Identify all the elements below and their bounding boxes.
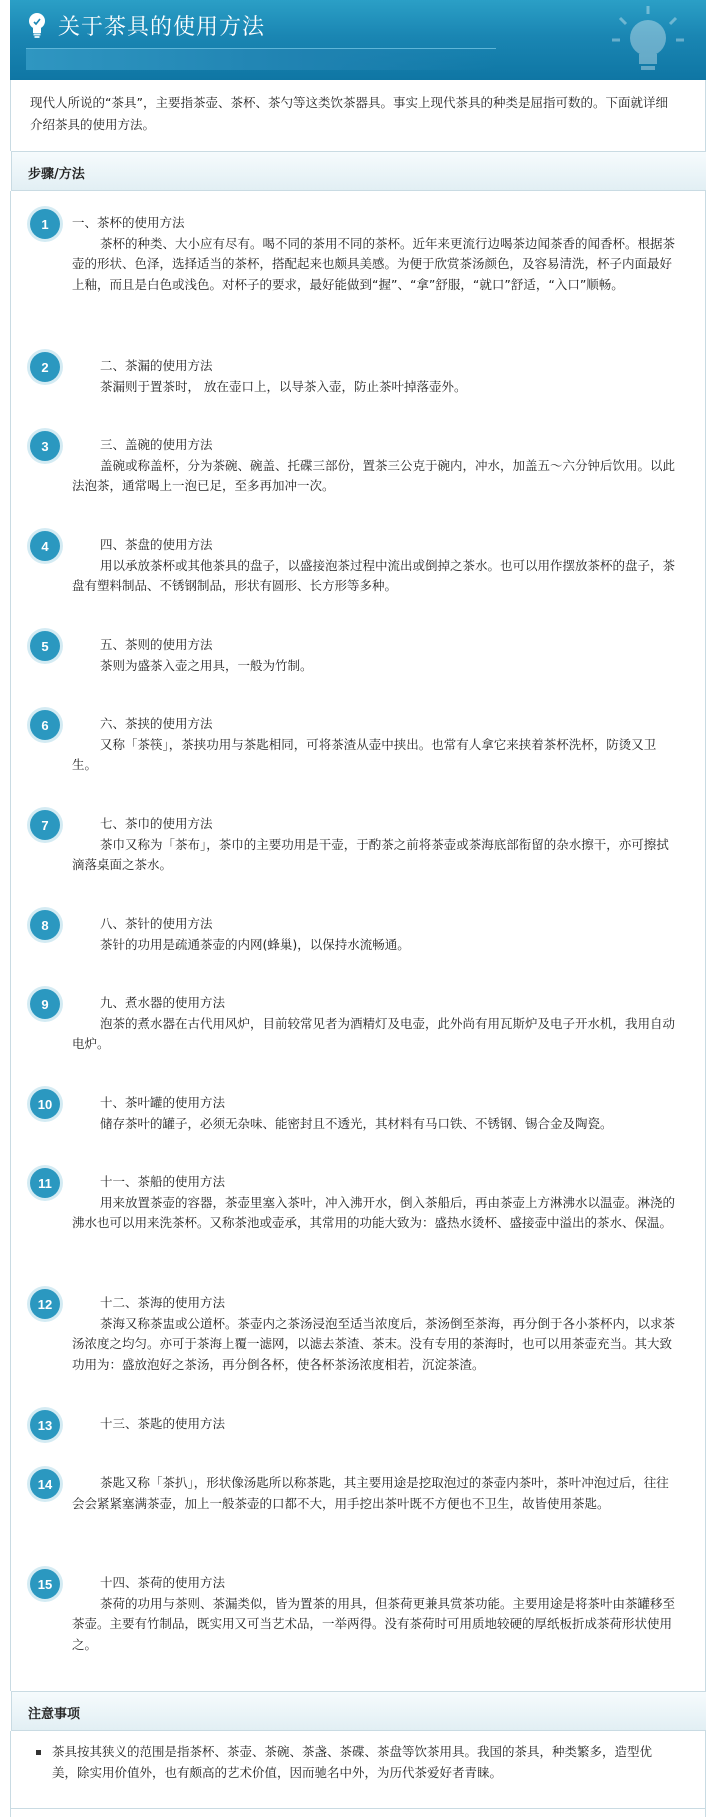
step-heading: 六、茶挟的使用方法 bbox=[100, 716, 213, 731]
step-heading: 七、茶巾的使用方法 bbox=[100, 816, 213, 831]
step-body: 茶杯的种类、大小应有尽有。喝不同的茶用不同的茶杯。近年来更流行边喝茶边闻茶香的闻香杯。根据茶壶的形状、色泽，选择适当的茶杯，搭配起来也颇具美感。为便于欣赏茶汤颜色，及容易清洗，杯子内面最好上釉，而且是白色或浅色。对杯子的要求，最好能做到“握”、“拿”舒服，“就口”舒适，“入口”顺畅。 bbox=[72, 235, 676, 292]
step-body: 茶巾又称为「茶布」，茶巾的主要功用是干壶，于酌茶之前将茶壶或茶海底部衔留的杂水擦干，亦可擦拭滴落桌面之茶水。 bbox=[72, 836, 669, 872]
step-body: 又称「茶筷」，茶挟功用与茶匙相同，可将茶渣从壶中挟出。也常有人拿它来挟着茶杯洗杯，防烫又卫生。 bbox=[72, 736, 657, 772]
step-body: 茶海又称茶盅或公道杯。茶壶内之茶汤浸泡至适当浓度后，茶汤倒至茶海，再分倒于各小茶杯内，以求茶汤浓度之均匀。亦可于茶海上覆一滤网，以滤去茶渣、茶末。没有专用的茶海时，也可以用茶壶充当。其大致功用为：盛放泡好之茶汤，再分倒各杯，使各杯茶汤浓度相若，沉淀茶渣。 bbox=[72, 1315, 676, 1372]
step-heading: 十四、茶荷的使用方法 bbox=[100, 1575, 226, 1590]
note-item: 茶具按其狭义的范围是指茶杯、茶壶、茶碗、茶盏、茶碟、茶盘等饮茶用具。我国的茶具，种类繁多，造型优美，除实用价值外，也有颇高的艺术价值，因而驰名中外，为历代茶爱好者青睐。 bbox=[52, 1744, 653, 1780]
step-number-badge: 2 bbox=[30, 352, 60, 382]
step-body: 泡茶的煮水器在古代用风炉，目前较常见者为酒精灯及电壶，此外尚有用瓦斯炉及电子开水机，我用自动电炉。 bbox=[72, 1015, 676, 1051]
step-heading: 九、煮水器的使用方法 bbox=[100, 995, 226, 1010]
steps-section-header bbox=[0, 151, 706, 191]
step-text bbox=[72, 1414, 680, 1435]
step-heading: 八、茶针的使用方法 bbox=[100, 916, 213, 931]
step-number-badge: 9 bbox=[30, 989, 60, 1019]
intro-paragraph: 现代人所说的“茶具”，主要指茶壶、茶杯、茶勺等这类饮茶器具。事实上现代茶具的种类是屈指可数的。下面就详细介绍茶具的使用方法。 bbox=[30, 95, 668, 132]
section-edge bbox=[0, 151, 12, 191]
bullet-icon bbox=[36, 1750, 41, 1755]
step-number-badge: 13 bbox=[30, 1410, 60, 1440]
step-heading: 十、茶叶罐的使用方法 bbox=[100, 1095, 226, 1110]
article-header bbox=[10, 0, 706, 80]
bottom-divider bbox=[10, 1808, 706, 1809]
step-text bbox=[72, 535, 680, 597]
step-number-badge: 15 bbox=[30, 1569, 60, 1599]
step-number-badge: 1 bbox=[30, 209, 60, 239]
lightbulb-icon bbox=[26, 11, 48, 39]
step-text bbox=[72, 435, 680, 497]
step-text bbox=[72, 1172, 680, 1234]
step-body: 盖碗或称盖杯，分为茶碗、碗盖、托碟三部份，置茶三公克于碗内，冲水，加盖五～六分钟后饮用。以此法泡茶，通常喝上一泡已足，至多再加冲一次。 bbox=[72, 457, 676, 493]
steps-section-label: 步骤/方法 bbox=[28, 167, 85, 182]
step-body: 茶漏则于置茶时， 放在壶口上，以导茶入壶，防止茶叶掉落壶外。 bbox=[100, 378, 467, 394]
step-text bbox=[72, 1293, 680, 1375]
step-text bbox=[72, 1473, 680, 1514]
step-text bbox=[72, 1573, 680, 1655]
step-heading: 十二、茶海的使用方法 bbox=[100, 1295, 226, 1310]
section-edge bbox=[0, 1691, 12, 1731]
step-text bbox=[72, 635, 680, 676]
step-heading: 十一、茶船的使用方法 bbox=[100, 1174, 226, 1189]
step-number-badge: 4 bbox=[30, 531, 60, 561]
step-body: 储存茶叶的罐子，必须无杂味、能密封且不透光，其材料有马口铁、不锈钢、锡合金及陶瓷。 bbox=[100, 1115, 613, 1131]
step-number-badge: 12 bbox=[30, 1289, 60, 1319]
notes-section-label: 注意事项 bbox=[28, 1707, 81, 1722]
step-number-badge: 11 bbox=[30, 1168, 60, 1198]
step-number-badge: 8 bbox=[30, 910, 60, 940]
frame-border-left bbox=[10, 80, 11, 1817]
step-number-badge: 7 bbox=[30, 810, 60, 840]
step-text bbox=[72, 993, 680, 1055]
notes-section-header bbox=[0, 1691, 706, 1731]
step-number-badge: 6 bbox=[30, 710, 60, 740]
step-text bbox=[72, 814, 680, 876]
step-body: 茶则为盛茶入壶之用具，一般为竹制。 bbox=[100, 657, 313, 673]
step-text bbox=[72, 914, 680, 955]
step-text bbox=[72, 1093, 680, 1134]
step-text bbox=[72, 213, 680, 295]
step-text bbox=[72, 356, 680, 397]
step-body: 茶匙又称「茶扒」，形状像汤匙所以称茶匙，其主要用途是挖取泡过的茶壶内茶叶，茶叶冲泡过后，往往会会紧紧塞满茶壶，加上一般茶壶的口都不大，用手挖出茶叶既不方便也不卫生，故皆使用茶匙。 bbox=[72, 1475, 669, 1511]
step-heading: 五、茶则的使用方法 bbox=[100, 637, 213, 652]
step-heading: 一、茶杯的使用方法 bbox=[72, 215, 185, 230]
step-heading: 二、茶漏的使用方法 bbox=[100, 358, 213, 373]
page-title: 关于茶具的使用方法 bbox=[58, 15, 266, 40]
header-decor-bar bbox=[26, 48, 496, 70]
step-body: 茶荷的功用与茶则、茶漏类似，皆为置茶的用具，但茶荷更兼具赏茶功能。主要用途是将茶叶由茶罐移至茶壶。主要有竹制品，既实用又可当艺术品，一举两得。没有茶荷时可用质地较硬的厚纸板折成茶荷形状使用之。 bbox=[72, 1595, 676, 1652]
step-body: 茶针的功用是疏通茶壶的内网(蜂巢)，以保持水流畅通。 bbox=[100, 936, 410, 952]
step-heading: 十三、茶匙的使用方法 bbox=[100, 1416, 226, 1431]
step-text bbox=[72, 714, 680, 776]
step-body: 用以承放茶杯或其他茶具的盘子，以盛接泡茶过程中流出或倒掉之茶水。也可以用作摆放茶杯的盘子，茶盘有塑料制品、不锈钢制品，形状有圆形、长方形等多种。 bbox=[72, 557, 676, 593]
step-heading: 三、盖碗的使用方法 bbox=[100, 437, 213, 452]
step-number-badge: 14 bbox=[30, 1469, 60, 1499]
step-heading: 四、茶盘的使用方法 bbox=[100, 537, 213, 552]
step-number-badge: 5 bbox=[30, 631, 60, 661]
step-number-badge: 10 bbox=[30, 1089, 60, 1119]
step-body: 用来放置茶壶的容器，茶壶里塞入茶叶，冲入沸开水，倒入茶船后，再由茶壶上方淋沸水以温壶。淋浇的沸水也可以用来洗茶杯。又称茶池或壶承，其常用的功能大致为：盛热水烫杯、盛接壶中溢出的茶水、保温。 bbox=[72, 1194, 676, 1230]
lightbulb-watermark-icon bbox=[608, 4, 688, 80]
step-number-badge: 3 bbox=[30, 431, 60, 461]
